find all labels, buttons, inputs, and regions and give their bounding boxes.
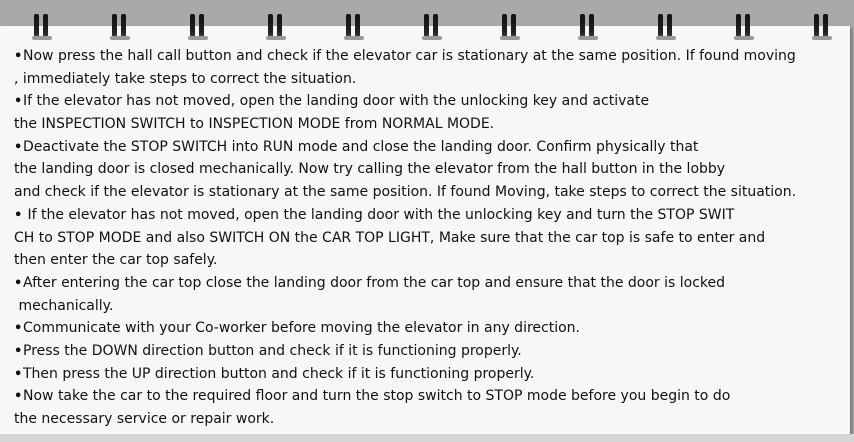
- binding-ring-icon: [736, 14, 752, 40]
- text-line: [14, 227, 844, 250]
- bullet-icon: •: [14, 207, 23, 223]
- line-text: Communicate with your Co-worker before moving the elevator in any direction.: [23, 320, 580, 337]
- text-line: [14, 68, 844, 91]
- text-line: [14, 317, 844, 340]
- bullet-icon: •: [14, 321, 23, 337]
- bullet-icon: •: [14, 389, 23, 405]
- bullet-icon: •: [14, 275, 23, 291]
- binding-ring-icon: [34, 14, 50, 40]
- line-text: , immediately take steps to correct the situation.: [14, 70, 357, 87]
- line-text: Now take the car to the required floor and turn the stop switch to STOP mode before you begin to do: [23, 388, 731, 405]
- binding-ring-icon: [268, 14, 284, 40]
- binding-ring-icon: [190, 14, 206, 40]
- binding-ring-icon: [112, 14, 128, 40]
- line-text: If the elevator has not moved, open the landing door with the unlocking key and turn the STOP SWIT: [23, 206, 735, 223]
- binding-ring-icon: [814, 14, 830, 40]
- line-text: Then press the UP direction button and check if it is functioning properly.: [23, 365, 535, 382]
- bullet-icon: •: [14, 343, 23, 359]
- page-edge: [0, 434, 854, 442]
- line-text: After entering the car top close the landing door from the car top and ensure that the door is locked: [23, 274, 726, 291]
- spiral-binding: [0, 0, 854, 40]
- line-text: the landing door is closed mechanically. Now try calling the elevator from the hall button in the lobby: [14, 161, 726, 178]
- bullet-icon: •: [14, 94, 23, 110]
- line-text: the INSPECTION SWITCH to INSPECTION MODE from NORMAL MODE.: [14, 116, 495, 133]
- line-text: Deactivate the STOP SWITCH into RUN mode and close the landing door. Confirm physically that: [23, 138, 699, 155]
- text-line: [14, 136, 844, 159]
- text-line: [14, 158, 844, 181]
- text-line: [14, 272, 844, 295]
- text-line: [14, 45, 844, 68]
- binding-ring-icon: [502, 14, 518, 40]
- line-text: and check if the elevator is stationary at the same position. If found Moving, take steps to correct the situation.: [14, 184, 797, 201]
- text-line: [14, 385, 844, 408]
- binding-ring-icon: [658, 14, 674, 40]
- binding-ring-icon: [580, 14, 596, 40]
- line-text: then enter the car top safely.: [14, 252, 218, 269]
- line-text: Now press the hall call button and check if the elevator car is stationary at the same position. If found moving: [23, 48, 796, 64]
- bullet-icon: •: [14, 49, 23, 64]
- line-text: mechanically.: [14, 297, 114, 314]
- text-line: [14, 408, 844, 431]
- line-text: Press the DOWN direction button and check if it is functioning properly.: [23, 342, 522, 359]
- text-line: [14, 90, 844, 113]
- text-line: [14, 204, 844, 227]
- text-line: [14, 249, 844, 272]
- line-text: If the elevator has not moved, open the landing door with the unlocking key and activate: [23, 93, 650, 110]
- bullet-icon: •: [14, 139, 23, 155]
- text-line: [14, 113, 844, 136]
- text-line: [14, 295, 844, 318]
- binding-ring-icon: [424, 14, 440, 40]
- binding-ring-icon: [346, 14, 362, 40]
- text-line: [14, 181, 844, 204]
- bullet-icon: •: [14, 366, 23, 382]
- line-text: CH to STOP MODE and also SWITCH ON the CAR TOP LIGHT, Make sure that the car top is safe to enter and: [14, 229, 766, 246]
- procedure-text: [14, 45, 844, 431]
- text-line: [14, 340, 844, 363]
- line-text: the necessary service or repair work.: [14, 411, 275, 427]
- text-line: [14, 363, 844, 386]
